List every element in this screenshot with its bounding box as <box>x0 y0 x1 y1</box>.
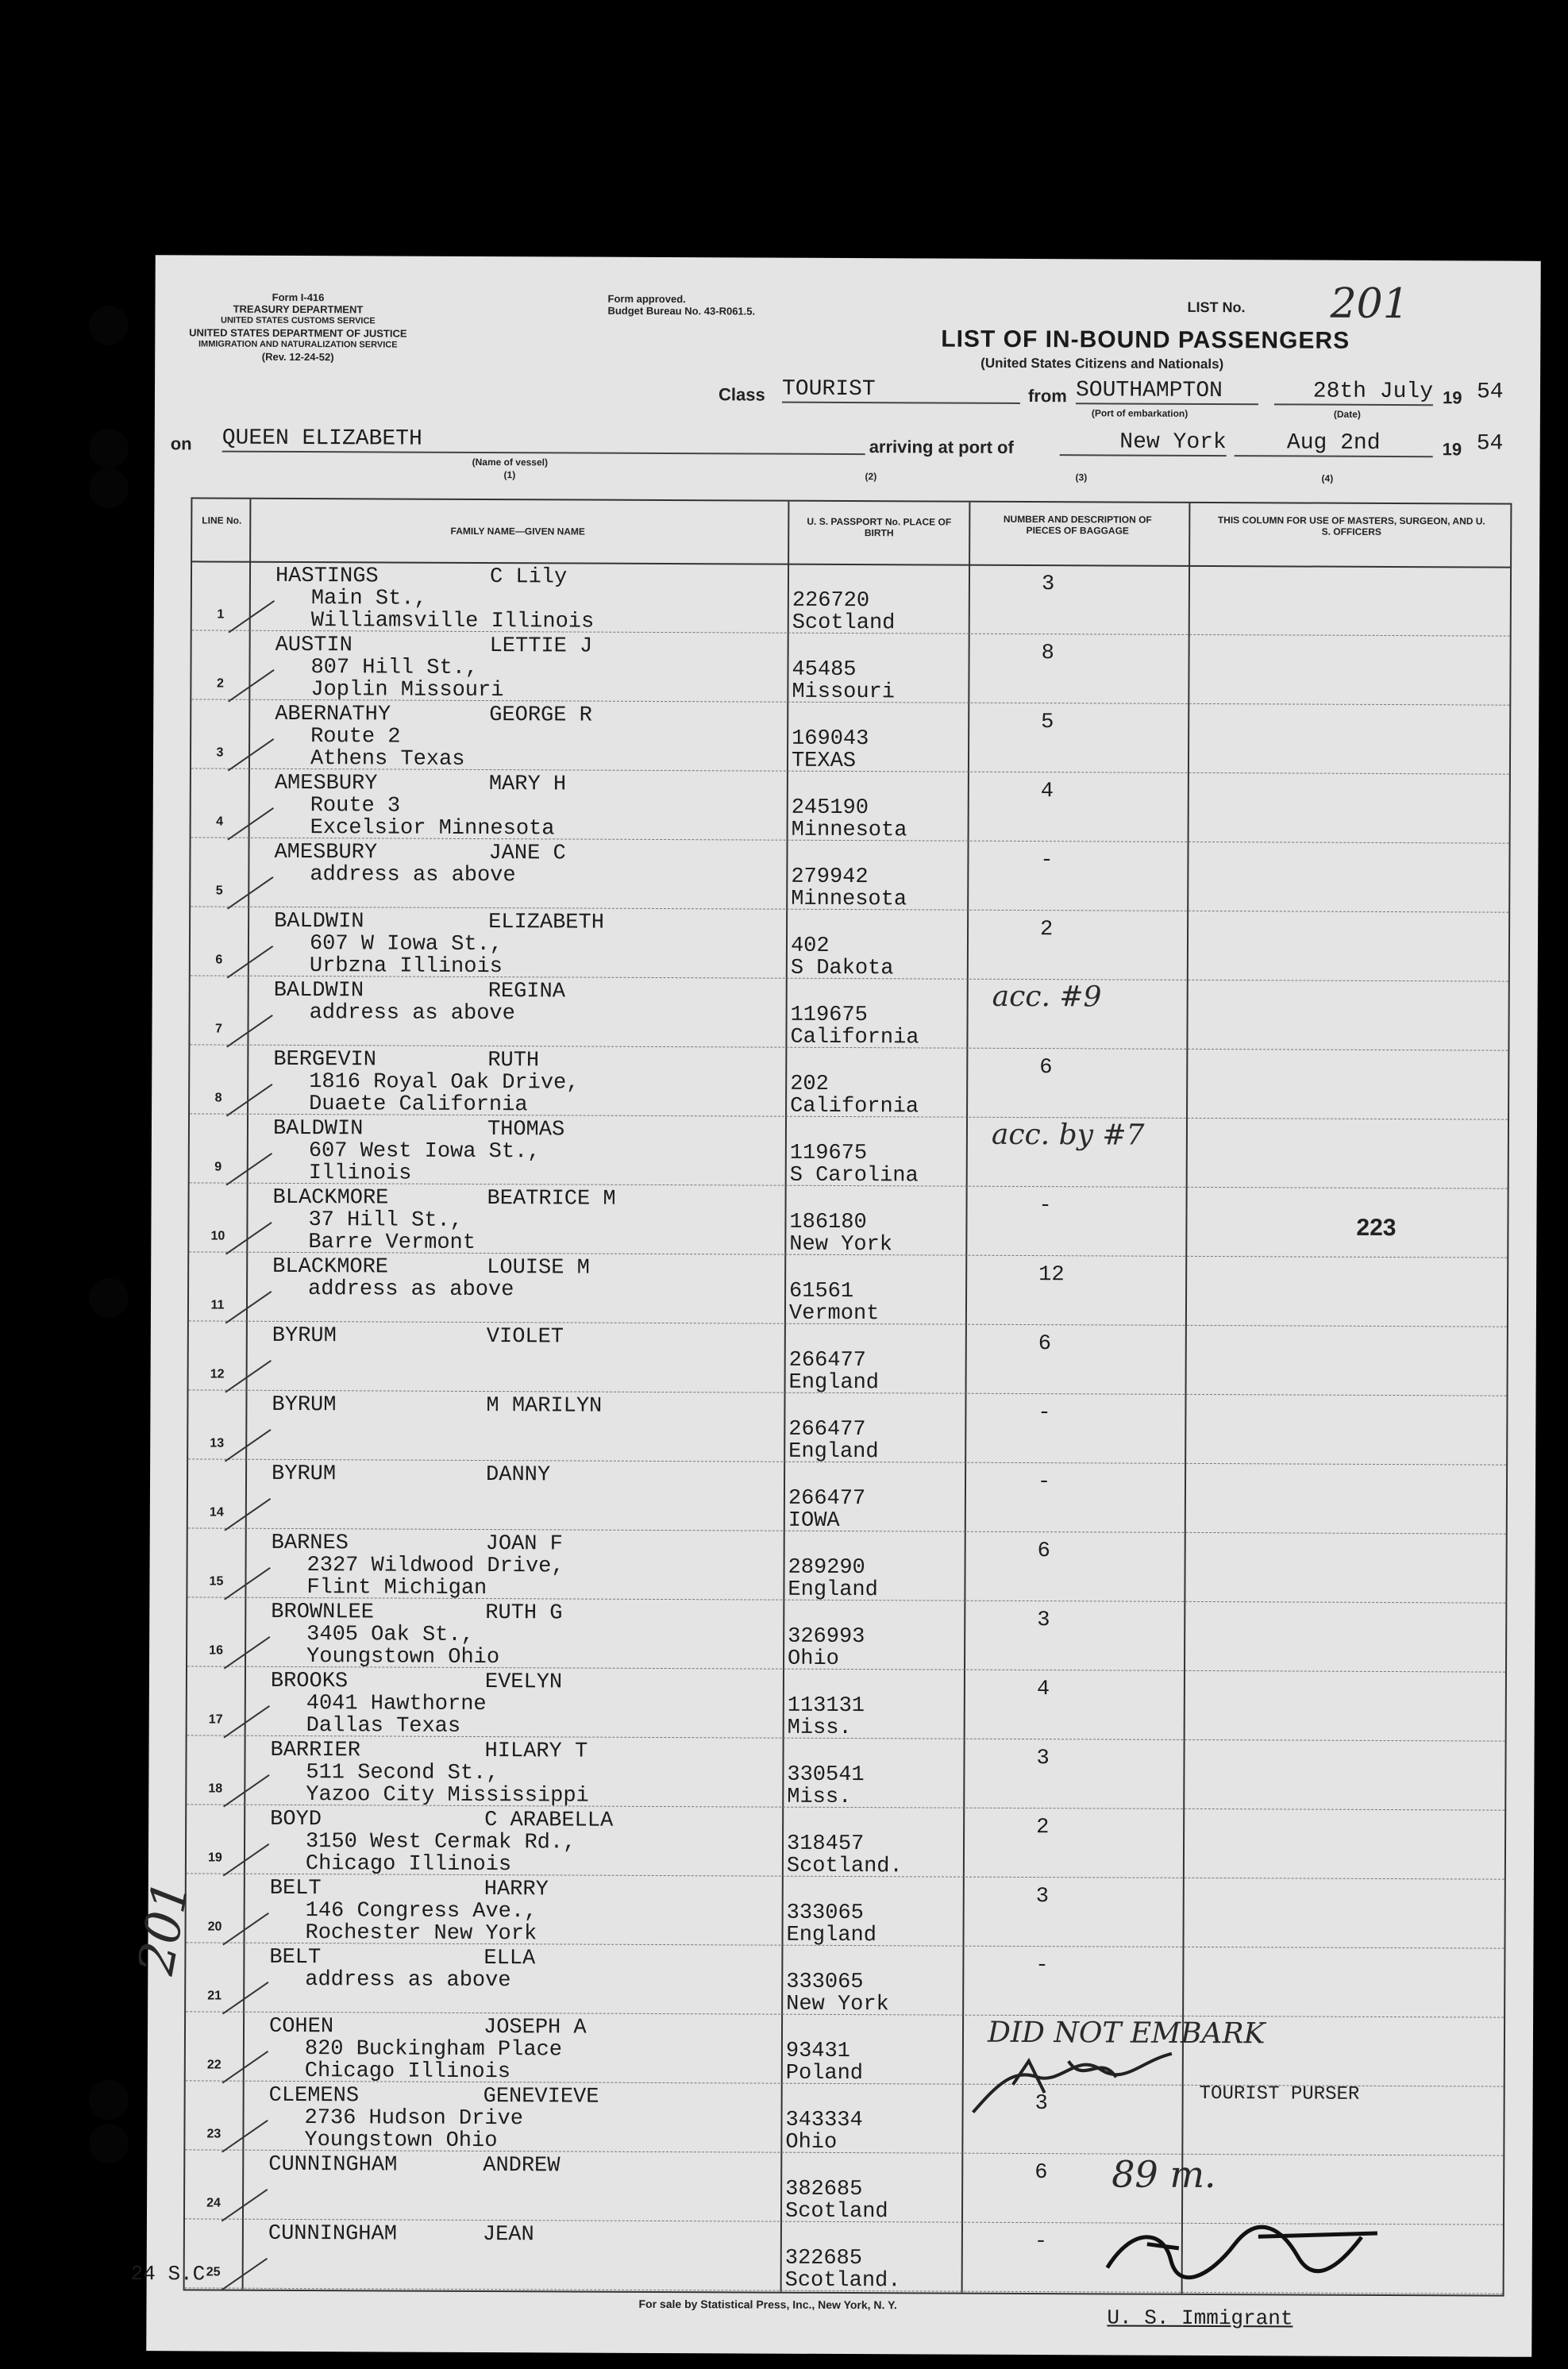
budget-bureau-text: Budget Bureau No. 43-R061.5. <box>607 304 756 318</box>
col-header-passport: U. S. PASSPORT No. PLACE OF BIRTH <box>807 515 952 539</box>
table-row <box>190 1115 1508 1189</box>
baggage-count: 6 <box>1034 2161 1048 2186</box>
baggage-count: - <box>1034 2230 1048 2255</box>
address-line-1: 146 Congress Ave., <box>305 1899 537 1924</box>
passport-number: 186180 <box>789 1210 867 1235</box>
baggage-count: - <box>1035 1954 1049 1978</box>
treasury-dept: TREASURY DEPARTMENT <box>233 302 364 316</box>
given-name: ANDREW <box>483 2154 561 2178</box>
form-subtitle: (United States Citizens and Nationals) <box>980 355 1224 372</box>
punch-hole <box>89 2124 129 2163</box>
place-of-birth: Scotland <box>784 2199 888 2225</box>
col-2-marker: (2) <box>865 471 877 483</box>
family-name: AUSTIN <box>275 633 353 658</box>
place-of-birth: Ohio <box>785 2130 838 2155</box>
table-row <box>187 1736 1504 1811</box>
on-label: on <box>170 433 192 454</box>
table-row <box>192 562 1510 637</box>
address-line-1: address as above <box>310 863 516 888</box>
family-name: CUNNINGHAM <box>268 2152 398 2178</box>
place-of-birth: Ohio <box>787 1647 839 1671</box>
place-of-birth: New York <box>789 1232 893 1258</box>
place-of-birth: Vermont <box>788 1301 880 1327</box>
col-3-marker: (3) <box>1075 472 1088 483</box>
class-label: Class <box>718 384 765 405</box>
place-of-birth: Minnesota <box>791 887 907 912</box>
given-name: RUTH <box>487 1049 540 1073</box>
vessel-caption: (Name of vessel) <box>472 456 549 468</box>
margin-list-number: 201 <box>126 1876 201 1979</box>
family-name: BYRUM <box>272 1393 337 1418</box>
address-line-2: Youngstown Ohio <box>304 2128 498 2154</box>
arrival-port: New York <box>1060 430 1227 456</box>
col-header-line-no: LINE No. <box>202 514 242 526</box>
place-of-birth: Scotland <box>792 611 896 636</box>
table-row <box>191 769 1509 844</box>
address-line-1: Route 3 <box>310 794 401 819</box>
line-number: 23 <box>206 2127 222 2141</box>
address-line-2: Chicago Illinois <box>304 2059 511 2085</box>
baggage-count: 3 <box>1037 1608 1050 1633</box>
line-number: 2 <box>216 676 224 691</box>
passport-number: 343334 <box>785 2108 863 2133</box>
given-name: M MARILYN <box>486 1394 603 1419</box>
address-line-2: Chicago Illinois <box>305 1852 512 1878</box>
place-of-birth: England <box>788 1439 879 1465</box>
line-number: 24 <box>206 2196 221 2210</box>
passport-number: 333065 <box>786 1901 864 1926</box>
table-row <box>186 1943 1504 2018</box>
given-name: HILARY T <box>484 1739 588 1764</box>
passport-number: 202 <box>790 1072 829 1096</box>
from-label: from <box>1027 386 1067 406</box>
table-row <box>190 976 1508 1051</box>
form-number: Form I-416 <box>272 291 325 304</box>
baggage-count: - <box>1040 849 1054 873</box>
place-of-birth: Scotland. <box>786 1854 903 1879</box>
line-number: 13 <box>210 1436 225 1450</box>
family-name: BROOKS <box>270 1669 349 1694</box>
given-name: RUTH G <box>485 1601 563 1626</box>
line-number: 9 <box>214 1160 222 1174</box>
family-name: AMESBURY <box>274 771 378 796</box>
place-of-birth: Missouri <box>792 680 896 705</box>
passport-number: 45485 <box>792 657 857 683</box>
punch-hole <box>89 1278 129 1318</box>
vessel-name: QUEEN ELIZABETH <box>222 426 865 456</box>
passport-number: 382685 <box>785 2177 863 2202</box>
place-of-birth: Poland <box>785 2061 864 2086</box>
form-agency-block <box>187 291 409 363</box>
baggage-count: 8 <box>1041 641 1054 666</box>
line-number: 14 <box>209 1505 224 1520</box>
table-row <box>191 631 1509 706</box>
footer-printer: For sale by Statistical Press, Inc., New York, N. Y. <box>638 2297 897 2312</box>
passport-number: 402 <box>790 934 830 958</box>
line-number: 17 <box>208 1712 223 1727</box>
class-value: TOURIST <box>782 377 1020 404</box>
address-line-2: Barre Vermont <box>308 1231 476 1255</box>
address-line-1: 607 West Iowa St., <box>308 1139 541 1165</box>
passport-number: 119675 <box>790 1003 868 1028</box>
given-name: JEAN <box>482 2223 534 2248</box>
punch-hole <box>89 306 129 345</box>
line-number: 16 <box>209 1643 224 1658</box>
line-number: 8 <box>214 1091 222 1105</box>
address-line-1: Main St., <box>310 587 427 611</box>
handwritten-count: 89 m. <box>1111 2152 1216 2197</box>
table-row <box>187 1805 1504 1880</box>
date-caption: (Date) <box>1333 408 1361 420</box>
punch-hole <box>89 468 129 508</box>
family-name: BOYD <box>270 1807 322 1832</box>
address-line-1: 807 Hill St., <box>310 656 479 680</box>
family-name: HASTINGS <box>275 564 379 589</box>
table-row <box>187 1598 1505 1673</box>
given-name: GEORGE R <box>489 703 592 728</box>
line-number: 15 <box>209 1574 224 1589</box>
baggage-count: 5 <box>1041 711 1054 735</box>
address-line-2: Williamsville Illinois <box>310 609 595 634</box>
place-of-birth: England <box>788 1577 878 1603</box>
family-name: BLACKMORE <box>272 1254 389 1280</box>
col-header-name: FAMILY NAME—GIVEN NAME <box>450 525 585 537</box>
address-line-1: address as above <box>309 1001 515 1027</box>
family-name: BELT <box>269 1945 322 1970</box>
family-name: BALDWIN <box>274 909 364 934</box>
address-line-1: 2327 Wildwood Drive, <box>306 1554 564 1579</box>
place-of-birth: Scotland. <box>784 2268 901 2294</box>
given-name: GENEVIEVE <box>483 2085 599 2109</box>
family-name: BELT <box>269 1876 322 1901</box>
address-line-1: Route 2 <box>310 725 401 749</box>
family-name: CLEMENS <box>268 2083 360 2109</box>
list-number: 201 <box>1330 279 1409 329</box>
address-line-2: Dallas Texas <box>306 1714 461 1739</box>
given-name: LOUISE M <box>487 1256 590 1281</box>
passport-number: 330541 <box>787 1762 865 1788</box>
baggage-count: 2 <box>1040 918 1054 942</box>
place-of-birth: Miss. <box>787 1716 852 1741</box>
table-row <box>191 700 1509 775</box>
given-name: C Lily <box>489 565 568 590</box>
baggage-count: 4 <box>1040 780 1054 804</box>
line-number: 4 <box>216 815 224 829</box>
passport-number: 169043 <box>792 726 869 752</box>
table-row <box>189 1253 1507 1327</box>
departure-year: 54 <box>1476 379 1504 405</box>
col-header-officers: THIS COLUMN FOR USE OF MASTERS, SURGEON, AND U. S. OFFICERS <box>1217 514 1485 537</box>
line-number: 5 <box>215 884 223 898</box>
given-name: ELLA <box>483 1947 536 1971</box>
baggage-count: acc. #9 <box>992 980 1102 1014</box>
table-row <box>187 1667 1505 1742</box>
family-name: BARRIER <box>270 1738 361 1763</box>
baggage-count: 3 <box>1041 572 1055 597</box>
given-name: BEATRICE M <box>487 1187 616 1211</box>
line-number: 11 <box>210 1298 225 1312</box>
family-name: BERGEVIN <box>273 1047 377 1073</box>
passport-number: 326993 <box>788 1624 865 1650</box>
passenger-list-sheet <box>126 255 1541 2357</box>
family-name: BROWNLEE <box>271 1600 374 1625</box>
address-line-1: 37 Hill St., <box>308 1208 463 1233</box>
place-of-birth: New York <box>786 1992 889 2017</box>
address-line-1: 511 Second St., <box>306 1761 499 1786</box>
passport-number: 318457 <box>786 1832 865 1857</box>
given-name: DANNY <box>486 1463 551 1488</box>
passport-number: 289290 <box>788 1555 865 1581</box>
place-of-birth: California <box>790 1025 919 1050</box>
bottom-left-stamp: 24 S.C <box>130 2262 206 2286</box>
family-name: COHEN <box>268 2014 334 2040</box>
baggage-count: 6 <box>1037 1539 1050 1564</box>
place-of-birth: England <box>786 1923 877 1948</box>
address-line-2: Rochester New York <box>305 1921 537 1947</box>
address-line-1: 4041 Hawthorne <box>306 1692 487 1717</box>
passport-number: 113131 <box>787 1693 865 1719</box>
address-line-1: 3405 Oak St., <box>306 1623 474 1647</box>
line-number: 7 <box>215 1022 223 1036</box>
line-number: 20 <box>207 1920 222 1934</box>
family-name: BYRUM <box>272 1323 337 1349</box>
passport-number: 279942 <box>791 865 869 890</box>
table-row <box>188 1460 1506 1535</box>
baggage-count: 3 <box>1036 1747 1050 1771</box>
address-line-2: Excelsior Minnesota <box>310 816 555 842</box>
address-line-1: 3150 West Cermak Rd., <box>305 1830 576 1855</box>
punch-hole <box>89 429 129 468</box>
table-row <box>188 1391 1506 1466</box>
given-name: VIOLET <box>486 1325 564 1350</box>
passport-number: 266477 <box>788 1486 866 1512</box>
given-name: JOSEPH A <box>483 2016 587 2040</box>
passenger-table <box>183 497 1512 2296</box>
address-line-2: Youngstown Ohio <box>306 1645 500 1670</box>
given-name: JOAN F <box>485 1532 563 1557</box>
family-name: AMESBURY <box>274 840 378 865</box>
table-row <box>187 1529 1505 1604</box>
form-title: LIST OF IN-BOUND PASSENGERS <box>941 325 1350 354</box>
line-number: 22 <box>206 2058 222 2072</box>
baggage-count: 6 <box>1038 1332 1052 1357</box>
baggage-count: 6 <box>1039 1056 1053 1080</box>
port-embark-caption: (Port of embarkation) <box>1091 407 1189 419</box>
address-line-1: 1816 Royal Oak Drive, <box>309 1070 580 1096</box>
baggage-count: 3 <box>1034 2092 1048 2117</box>
line-number: 1 <box>217 607 225 622</box>
baggage-count: acc. by #7 <box>991 1118 1145 1152</box>
given-name: MARY H <box>488 772 567 797</box>
year-prefix: 19 <box>1442 387 1462 408</box>
passport-number: 266477 <box>788 1348 866 1373</box>
form-revision: (Rev. 12-24-52) <box>261 350 334 364</box>
place-of-birth: TEXAS <box>791 749 857 774</box>
arriving-label: arriving at port of <box>869 437 1014 457</box>
inspector-title: U. S. Immigrant <box>1107 2305 1293 2331</box>
place-of-birth: S Dakota <box>790 956 894 981</box>
list-number-label: LIST No. <box>1187 299 1246 316</box>
line-number: 25 <box>206 2265 221 2279</box>
given-name: LETTIE J <box>489 634 593 659</box>
given-name: EVELYN <box>484 1670 563 1695</box>
place-of-birth: IOWA <box>788 1508 840 1533</box>
address-line-2: Yazoo City Mississippi <box>306 1783 589 1809</box>
given-name: REGINA <box>487 980 566 1004</box>
col-1-marker: (1) <box>503 469 516 481</box>
ins-service: IMMIGRATION AND NATURALIZATION SERVICE <box>198 339 398 350</box>
address-line-1: address as above <box>305 1968 511 1993</box>
given-name: JANE C <box>488 842 566 866</box>
form-approval <box>607 293 755 318</box>
table-row <box>189 1322 1507 1396</box>
arrival-year-prefix: 19 <box>1442 439 1462 460</box>
passport-number: 322685 <box>784 2246 863 2271</box>
address-line-2: Athens Texas <box>310 747 465 772</box>
customs-service: UNITED STATES CUSTOMS SERVICE <box>220 315 376 326</box>
officer-count: 223 <box>1356 1214 1397 1242</box>
justice-dept: UNITED STATES DEPARTMENT OF JUSTICE <box>189 326 407 340</box>
place-of-birth: England <box>788 1370 880 1396</box>
given-name: HARRY <box>483 1878 549 1902</box>
line-number: 18 <box>208 1782 223 1796</box>
line-number: 6 <box>215 953 223 967</box>
family-name: BALDWIN <box>273 978 364 1003</box>
address-line-1: 820 Buckingham Place <box>304 2037 563 2063</box>
address-line-2: Urbzna Illinois <box>309 954 503 980</box>
given-name: THOMAS <box>487 1118 565 1142</box>
passport-number: 61561 <box>789 1279 854 1304</box>
family-name: BALDWIN <box>272 1116 364 1142</box>
address-line-1: 2736 Hudson Drive <box>304 2106 524 2132</box>
purser-signature <box>965 2037 1204 2125</box>
address-line-2: Flint Michigan <box>306 1576 487 1601</box>
place-of-birth: S Carolina <box>789 1163 919 1188</box>
family-name: BYRUM <box>272 1462 337 1487</box>
given-name: C ARABELLA <box>484 1809 614 1833</box>
col-4-marker: (4) <box>1321 472 1334 484</box>
table-row <box>189 1184 1507 1258</box>
baggage-count: - <box>1038 1401 1051 1426</box>
baggage-count: 4 <box>1036 1678 1050 1702</box>
table-row <box>186 2013 1504 2087</box>
baggage-count: 12 <box>1038 1263 1065 1288</box>
arrival-year: 54 <box>1476 431 1504 456</box>
form-approved-text: Form approved. <box>607 292 686 306</box>
address-line-2: Duaete California <box>309 1092 528 1118</box>
baggage-count: - <box>1038 1194 1052 1219</box>
line-number: 3 <box>216 745 224 760</box>
family-name: BARNES <box>271 1531 349 1556</box>
line-number: 19 <box>208 1851 222 1865</box>
passport-number: 119675 <box>789 1141 868 1166</box>
baggage-count: DID NOT EMBARK <box>987 2016 1266 2051</box>
port-of-embarkation: SOUTHAMPTON <box>1076 378 1258 405</box>
departure-date: 28th July <box>1274 379 1433 406</box>
family-name: BLACKMORE <box>272 1185 389 1211</box>
line-number: 21 <box>207 1989 222 2003</box>
given-name: ELIZABETH <box>488 911 604 935</box>
family-name: ABERNATHY <box>275 702 391 727</box>
baggage-count: 3 <box>1035 1885 1050 1909</box>
punch-hole <box>89 2080 129 2120</box>
address-line-1: address as above <box>308 1277 514 1303</box>
arrival-date: Aug 2nd <box>1235 430 1433 457</box>
baggage-count: - <box>1037 1470 1051 1495</box>
line-number: 10 <box>210 1229 225 1243</box>
table-row <box>190 1046 1508 1120</box>
line-number: 12 <box>210 1367 225 1381</box>
table-row <box>191 838 1508 913</box>
passport-number: 226720 <box>792 588 870 614</box>
baggage-count: 2 <box>1036 1816 1050 1840</box>
passport-number: 245190 <box>791 795 869 821</box>
col-header-baggage: NUMBER AND DESCRIPTION OF PIECES OF BAGGAGE <box>1003 513 1152 537</box>
place-of-birth: Minnesota <box>791 818 907 843</box>
family-name: CUNNINGHAM <box>268 2221 397 2247</box>
table-row <box>186 1874 1504 1949</box>
tourist-purser-label: TOURIST PURSER <box>1199 2082 1360 2105</box>
place-of-birth: California <box>790 1094 919 1119</box>
passport-number: 93431 <box>785 2039 850 2064</box>
place-of-birth: Miss. <box>787 1785 852 1810</box>
address-line-2: Joplin Missouri <box>310 678 504 703</box>
address-line-2: Illinois <box>308 1161 412 1186</box>
passport-number: 266477 <box>788 1417 866 1443</box>
passport-number: 333065 <box>786 1970 864 1995</box>
address-line-1: 607 W Iowa St., <box>309 932 503 957</box>
inspector-signature <box>1100 2212 1401 2285</box>
table-row <box>191 907 1508 982</box>
